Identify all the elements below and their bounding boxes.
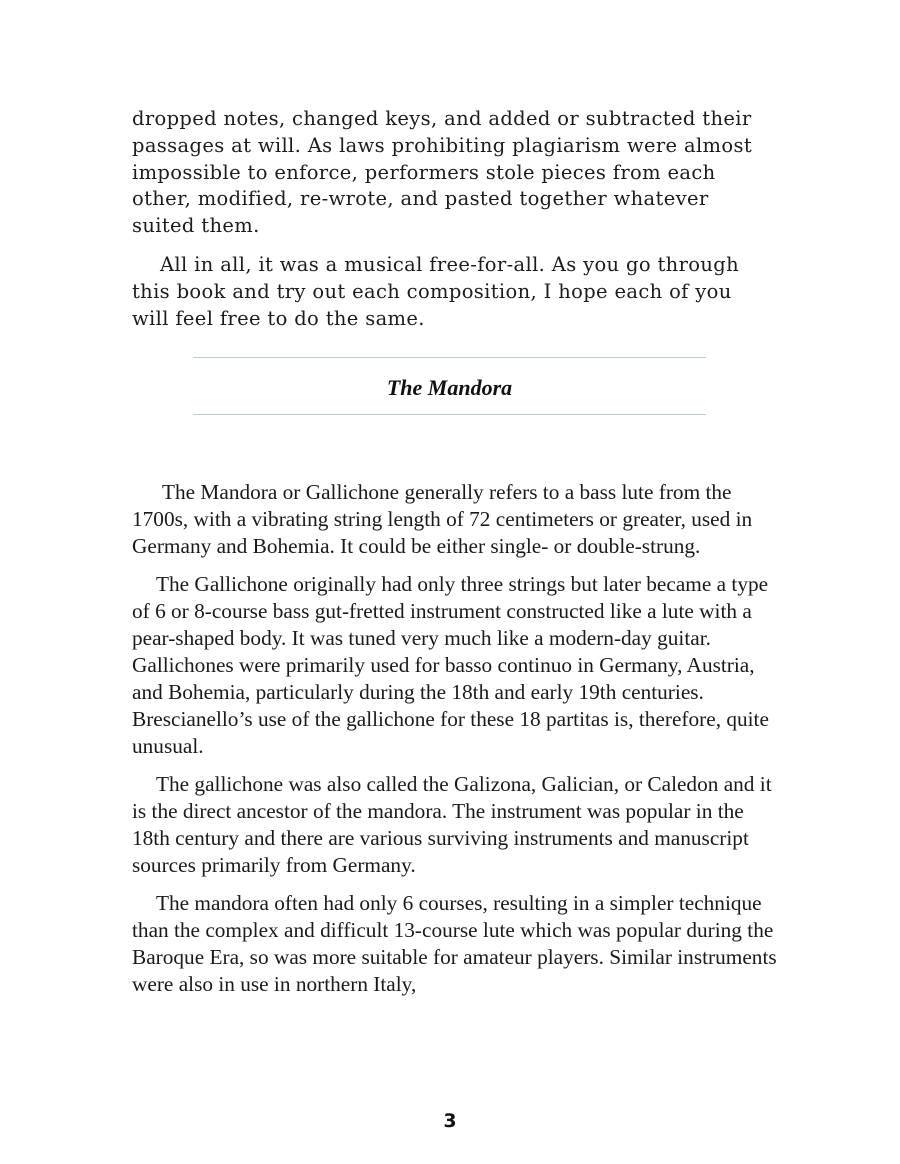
closing-paragraph: All in all, it was a musical free-for-all. As you go through this book and try out each composition, I hope each of you will feel free to do the same. — [132, 252, 739, 330]
continued-text-block — [132, 106, 772, 344]
section-divider-bottom — [193, 414, 706, 415]
body-paragraph: The Gallichone originally had only three strings but later became a type of 6 or 8-course bass gut-fretted instrument constructed like a lute with a pear-shaped body. It was tuned very much like a modern-day guitar. Gallichones were primarily used for basso continuo in Germany, Austria, and Bohemia, particularly during the 18th and early 19th centuries. Brescianello’s use of the gallichone for these 18 partitas is, therefore, quite unusual. — [132, 572, 769, 758]
body-paragraph: The mandora often had only 6 courses, resulting in a simpler technique than the complex and difficult 13-course lute which was popular during the Baroque Era, so was more suitable for amateur players. Similar instruments were also in use in northern Italy, — [132, 891, 777, 996]
section-divider-top — [193, 357, 706, 358]
body-paragraph: The gallichone was also called the Galizona, Galician, or Caledon and it is the direct ancestor of the mandora. The instrument was popular in the 18th century and there are various surviving instruments and manuscript sources primarily from Germany. — [132, 772, 772, 877]
mandora-section-body — [132, 479, 782, 1009]
page-number: 3 — [443, 1110, 457, 1132]
body-paragraph: The Mandora or Gallichone generally refers to a bass lute from the 1700s, with a vibrating string length of 72 centimeters or greater, used in Germany and Bohemia. It could be either single- or double-strung. — [132, 480, 753, 558]
section-title: The Mandora — [386, 375, 513, 400]
continued-paragraph: dropped notes, changed keys, and added or subtracted their passages at will. As laws prohibiting plagiarism were almost impossible to enforce, performers stole pieces from each other, modified, re-wrote, and pasted together whatever suited them. — [132, 107, 753, 238]
